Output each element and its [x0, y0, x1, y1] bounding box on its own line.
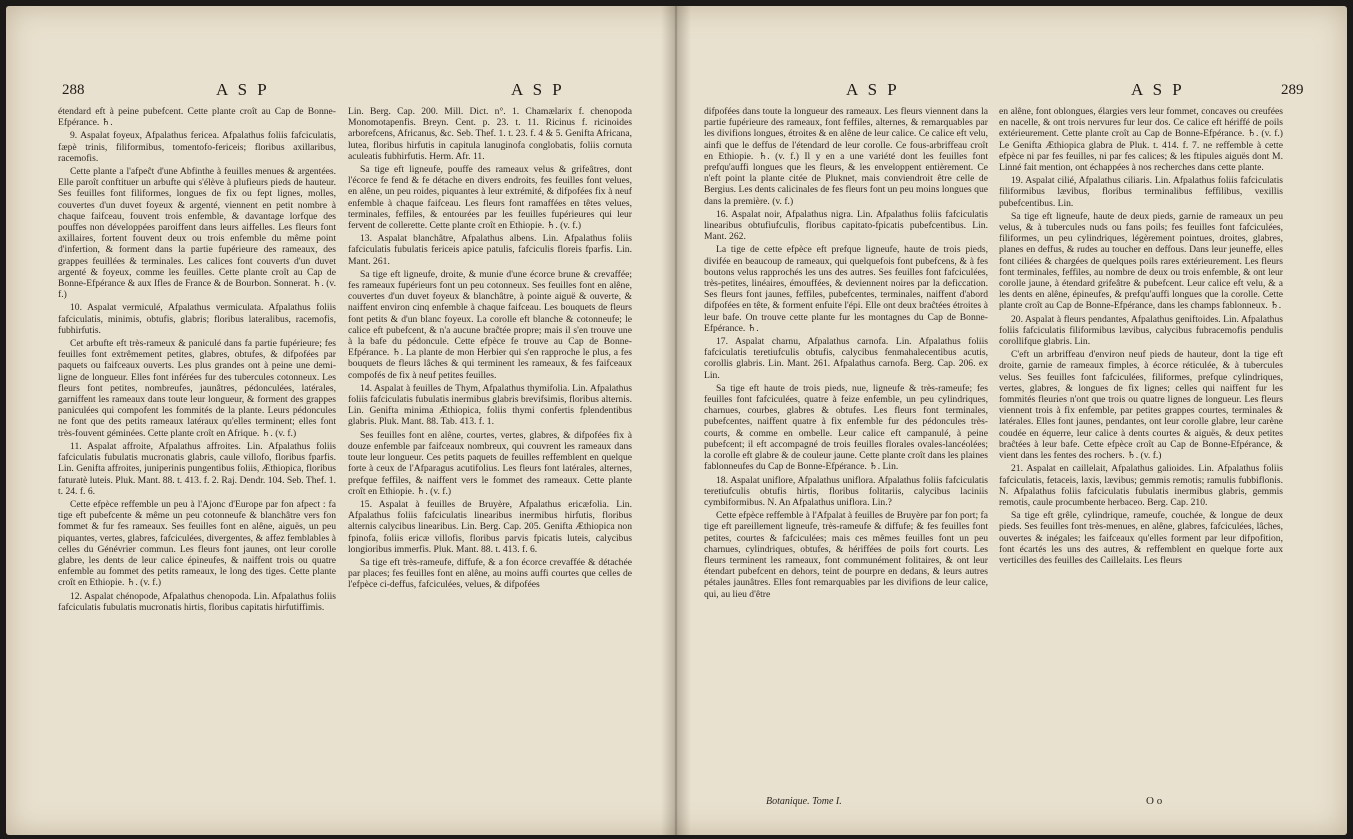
- right-running-header-1: A S P: [846, 80, 900, 99]
- paragraph: 9. Aspalat foyeux, Afpalathus fericea. Afpalathus foliis fafciculatis, fæpè trinis, filiformibus, tomentofo-fericeis; floribus axillaribus, racemofis.: [58, 130, 336, 164]
- paragraph: Sa tige eft ligneufe, haute de deux pieds, garnie de rameaux un peu velus, & à tubercules nuds ou fans poils; fes feuilles font fafciculées, filiformes, un peu cylindriques, légèrement pointues, droites, glabres, planes en deffus, & rudes au toucher en deffous. Dans leur jeuneffe, elles font ciliées & chargées de quelques poils rares extérieurement. Les fleurs font terminales, feffiles, au nombre de deux ou trois enfemble, & ont leur corolle jaune, à étendard grifeâtre & pubefcent. Leur calice eft velu, & a les dents en alêne, épineufes, & prefqu'auffi longues que la corolle. Cette plante croît au Cap de Bonne-Efpérance, dans les champs fablonneux. ♄.: [999, 210, 1283, 312]
- paragraph: Sa tige eft ligneufe, droite, & munie d'une écorce brune & crevaffée; fes rameaux fupérieurs font un peu cotonneux. Ses feuilles font en alêne, couvertes d'un duvet foyeux & blanchâtre, à pointe aiguë & ouverte, & naiffent environ cinq enfemble à chaque faifceau. Les bouquets de fleurs font petits & d'un blanc foyeux. La corolle eft blanche & cotonneufe; le calice eft pubefcent, & n'a aucune braĉtée propre; mais il s'en trouve une à la bafe du pédoncule. Cette efpèce fe trouve au Cap de Bonne-Efpérance. ♄. La plante de mon Herbier qui s'en rapproche le plus, a fes bouquets de fleurs lâches & qui terminent les rameaux, & fes faifceaux compofés de fix à neuf petites feuilles.: [348, 268, 632, 381]
- paragraph: 20. Aspalat à fleurs pendantes, Afpalathus geniftoides. Lin. Afpalathus foliis fafciculatis filiformibus lævibus, calycibus fubracemofis pendulis corollifque glabris. Lin.: [999, 313, 1283, 348]
- left-column-1: [58, 106, 336, 816]
- paragraph: 16. Aspalat noir, Afpalathus nigra. Lin. Afpalathus foliis fafciculatis linearibus obtufiufculis, floribus capitato-fpicatis pubefcentibus. Lin. Mant. 262.: [704, 208, 988, 243]
- paragraph: La tige de cette efpèce eft prefque ligneufe, haute de trois pieds, divifée en beaucoup de rameaux, qui quelquefois font pubefcens, & à fes boutons velus rapprochés les uns des autres. Ses feuilles font fafciculées, très-petites, linéaires, émouffées, & deviennent noires par la deficcation. Ses fleurs font jaunes, feffiles, pubefcentes, terminales, naiffent d'abord difpofées en tête, & forment enfuite l'épi. Elle ont deux braĉtées étroites à leur bafe. On trouve cette plante fur les montagnes du Cap de Bonne-Efpérance. ♄.: [704, 244, 988, 334]
- left-running-header-2: A S P: [511, 80, 565, 99]
- book-spread: [6, 6, 1347, 835]
- paragraph: Cette efpèce reffemble à l'Afpalat à feuilles de Bruyère par fon port; fa tige eft pareillement ligneufe, très-rameufe & diffufe; & fes feuilles font petites, courtes & fafciculées; mais ces mêmes feuilles font un peu charnues, cylindriques, obtufes, & hériffées de poils fort courts. Les fleurs terminent les rameaux, font communément folitaires, & ont leur étendart pubefcent en dehors, teint de pourpre en dedans, & leurs autres pétales jaunâtres. Elles font remarquables par les divifions de leur calice, qui, au lieu d'être: [704, 510, 988, 600]
- paragraph: 14. Aspalat à feuilles de Thym, Afpalathus thymifolia. Lin. Afpalathus foliis fafciculatis fubulatis inermibus glabris brevifsimis, floribus alternis. Lin. Genifta minima Æthiopica, foliis thymi confertis fplendentibus glabris. Pluk. Mant. 88. Tab. 413. f. 1.: [348, 382, 632, 428]
- right-running-header-2: A S P: [1131, 80, 1185, 99]
- right-column-2: [999, 106, 1283, 816]
- left-page: [6, 6, 676, 835]
- right-column-1: [704, 106, 988, 816]
- paragraph: 12. Aspalat chénopode, Afpalathus chenopoda. Lin. Afpalathus foliis fafciculatis fubulatis mucronatis hirtis, floribus capitatis hirfutiffimis.: [58, 590, 336, 613]
- paragraph: Cet arbufte eft très-rameux & paniculé dans fa partie fupérieure; fes feuilles font extrêmement petites, glabres, obtufes, & difpofées par paquets ou faifceaux ouverts. Les plus grandes ont à peine une demi-ligne de longueur. Elles font inférées fur des tubercules cotonneux. Les fleurs font petites, nombreufes, jaunâtres, pédonculées, latérales, garniffent les rameaux dans toute leur longueur, & forment des grappes paniculées qui compofent les fommités de la plante. Leurs pédoncules ne font que des petits rameaux latéraux qu'elles terminent; elles font très-fouvent géminées. Cette plante croît en Afrique. ♄. (v. f.): [58, 338, 336, 439]
- left-page-number: 288: [62, 82, 85, 98]
- signature-mark: O o: [1146, 795, 1163, 807]
- paragraph: Lin. Berg. Cap. 200. Mill. Dict. n°. 1. Chamælarix f. chenopoda Monomotapenfis. Breyn. Cent. p. 23. t. 11. Ricinus f. ricinoides arborefcens, Africanus, &c. Seb. Thef. 1. t. 23. f. 4 & 5. Genifta Africana, lutea, floribus hirfutis in capitula lanuginofa conglobatis, foliis cornuta aculeatis fubhirfutis. Herm. Afr. 11.: [348, 106, 632, 162]
- paragraph: 15. Aspalat à feuilles de Bruyère, Afpalathus ericæfolia. Lin. Afpalathus foliis fafciculatis linearibus inermibus hirfutis, floribus alternis calycibus linearibus. Lin. Berg. Cap. 205. Genifta Æthiopica non fpinofa, foliis ericæ villofis, floribus parvis fpicatis luteis, calycibus longioribus immerfis. Pluk. Mant. 88. t. 413. f. 6.: [348, 498, 632, 555]
- paragraph: Cette plante a l'afpeĉt d'une Abfinthe à feuilles menues & argentées. Elle paroît conftituer un arbufte qui s'élève à plufieurs pieds de hauteur. Ses feuilles font filiformes, longues de fix ou fept lignes, molles, couvertes d'un duvet foyeux & argenté, viennent en petit nombre à chaque faifceau, fouvent trois enfemble, & davantage lorfque des pouffes non développées paroiffent dans leurs aiffelles. Les fleurs font axillaires, fortent fouvent deux ou trois enfemble du même point d'infertion, & forment dans la partie fupérieure des rameaux, des grappes feuillées & terminales. Les calices font couverts d'un duvet argenté & foyeux, comme les feuilles. Cette plante croît au Cap de Bonne-Efpérance & aux Ifles de France & de Bourbon. Sonnerat. ♄. (v. f.): [58, 166, 336, 301]
- paragraph: Sa tige eft ligneufe, pouffe des rameaux velus & grifeâtres, dont l'écorce fe fend & fe détache en divers endroits, fes feuilles font velues, en alêne, un peu roides, piquantes à leur extrémité, & difpofées fix à neuf enfemble à chaque faifceau. Les fleurs font ramaffées en têtes velues, terminales, feffiles, & entourées par les feuilles fupérieures qui leur fervent de collerette. Cette plante croît en Ethiopie. ♄. (v. f.): [348, 164, 632, 232]
- right-page-number: 289: [1281, 82, 1304, 98]
- paragraph: étendard eft à peine pubefcent. Cette plante croît au Cap de Bonne-Efpérance. ♄.: [58, 106, 336, 129]
- paragraph: C'eft un arbriffeau d'environ neuf pieds de hauteur, dont la tige eft droite, garnie de rameaux fimples, à écorce réticulée, & à tubercules velus. Ses feuilles font fafciculées, filiformes, prefque cylindriques, vertes, glabres, & longues de fix lignes; celles qui naiffent fur les fommités fleuries n'ont que trois ou quatre lignes de longueur. Les fleurs viennent trois à fix enfemble, par petites grappes courtes, terminales & latérales. Elles font jaunes, pendantes, ont leur corolle glabre, leur carène coudée en équerre, leur calice à dents courtes & aiguës, & deux petites braĉtées à leur bafe. Cette efpèce croît au Cap de Bonne-Efpérance, & vient dans les fentes des rochers. ♄. (v. f.): [999, 349, 1283, 462]
- right-page: [676, 6, 1347, 835]
- paragraph: 10. Aspalat vermiculé, Afpalathus vermiculata. Afpalathus foliis fafciculatis, minimis, obtufis, glabris; floribus lateralibus, racemofis, fubhirfutis.: [58, 302, 336, 336]
- paragraph: Sa tige eft grêle, cylindrique, rameufe, couchée, & longue de deux pieds. Ses feuilles font très-menues, en alêne, glabres, fafciculées, lâches, ouvertes & inégales; les faifceaux qu'elles forment par leur difpofition, font écartés les uns des autres, & reffemblent en quelque forte aux verticilles des feuilles des Caillelaits. Les fleurs: [999, 510, 1283, 566]
- paragraph: 18. Aspalat uniflore, Afpalathus uniflora. Afpalathus foliis fafciculatis teretiufculis obtufis hirtis, floribus folitariis, calycibus laciniis cymbiformibus. N. An Afpalathus uniflora. Lin.?: [704, 474, 988, 508]
- paragraph: 19. Aspalat cilié, Afpalathus ciliaris. Lin. Afpalathus foliis fafciculatis filiformibus lævibus, floribus terminalibus feffilibus, vexillis pubefcentibus. Lin.: [999, 175, 1283, 209]
- paragraph: 11. Aspalat affroite, Afpalathus affroites. Lin. Afpalathus foliis fafciculatis fubulatis mucronatis glabris, caule villofo, floribus fparfis. Lin. Genifta affroites, juniperinis pungentibus foliis, Æthiopica, floribus faturatè luteis. Pluk. Mant. 88. t. 413. f. 2. Raj. Dendr. 104. Seb. Thef. 1. t. 24. f. 6.: [58, 440, 336, 497]
- paragraph: Sa tige eft très-rameufe, diffufe, & a fon écorce crevaffée & détachée par places; fes feuilles font en alêne, au moins auffi courtes que celles de l'efpèce ci-deffus, fafciculées, velues, & difpofées: [348, 556, 632, 591]
- paragraph: en alêne, font oblongues, élargies vers leur fommet, concaves ou creufées en nacelle, & ont trois nervures fur leur dos. Ce calice eft hériffé de poils extérieurement. Cette plante croît au Cap de Bonne-Efpérance. ♄. (v. f.) Le Genifta Æthiopica glabra de Pluk. t. 414. f. 7. ne reffemble à cette efpèce ni par fes feuilles, ni par fes calices; & les ftipules aiguës dont M. Linné fait mention, ont échappées à nos recherches dans cette plante.: [999, 106, 1283, 174]
- paragraph: difpofées dans toute la longueur des rameaux. Les fleurs viennent dans la partie fupérieure des rameaux, font feffiles, alternes, & remarquables par les divifions longues, étroites & en alêne de leur calice. Ce calice eft velu, ainfi que le deffus de l'étendard de leur corolle. Ce fous-arbriffeau croît en Ethiopie. ♄. (v. f.) Il y en a une variété dont les feuilles font prefqu'auffi longues que les fleurs, & les enveloppent entièrement. Ce n'eft point la plante citée de Pluknet, mais conviendroit être celle de Bergius. Les dents calicinales de fes fleurs font un peu moins longues que dans la première. (v. f.): [704, 106, 988, 207]
- paragraph: 21. Aspalat en caillelait, Afpalathus galioides. Lin. Afpalathus foliis fafciculatis, fetaceis, laxis, lævibus; gemmis remotis; ramulis fubbiflonis. N. Afpalathus foliis fafciculatis fubulatis inermibus glabris, gemmis remotis, caule procumbente herbaceo. Berg. Cap. 210.: [999, 463, 1283, 508]
- paragraph: Ses feuilles font en alêne, courtes, vertes, glabres, & difpofées fix à douze enfemble par faifceaux nombreux, qui couvrent les rameaux dans toute leur longueur. Ces petits paquets de feuilles reffemblent en quelque forte à ceux de l'Afparagus acutifolius. Les fleurs font latérales, alternes, prefque feffiles, & naiffent vers le fommet des rameaux. Cette plante croît en Ethiopie. ♄. (v. f.): [348, 429, 632, 497]
- page-footer: Botanique. Tome I.: [766, 796, 842, 807]
- paragraph: Sa tige eft haute de trois pieds, nue, ligneufe & très-rameufe; fes feuilles font fafciculées, quatre à feize enfemble, un peu cylindriques, charnues, courbes, glabres & obtufes. Les fleurs font terminales, pubefcentes, naiffent quatre à fix enfemble fur des pédoncules très-courts, & comme en ombelle. Leur calice eft campanulé, à peine pubefcent; il eft accompagné de trois feuilles florales ovales-lancéolées; la corolle eft glabre & de couleur jaune. Cette plante croît dans les plaines fablonneufes du Cap de Bonne-Efpérance. ♄. Lin.: [704, 382, 988, 473]
- paragraph: Cette efpèce reffemble un peu à l'Ajonc d'Europe par fon afpect : fa tige eft pubefcente & même un peu cotonneufe & blanchâtre vers fon fommet & fur fes rameaux. Ses feuilles font en alêne, aiguës, un peu piquantes, vertes, glabres, fafciculées, divergentes, & affez femblables à celles du Génévrier commun. Les fleurs font jaunes, ont leur corolle glabre, les dents de leur calice épineufes, & naiffent trois ou quatre enfemble au fommet des petits rameaux, le long des tiges. Cette plante croît en Ethiopie. ♄. (v. f.): [58, 498, 336, 589]
- paragraph: 17. Aspalat charnu, Afpalathus carnofa. Lin. Afpalathus foliis fafciculatis teretiufculis obtufis, calycibus fenmahalecentibus acutis, corollis glabris. Lin. Mant. 261. Afpalathus carnofa. Berg. Cap. 206. ex Lin.: [704, 336, 988, 381]
- left-running-header-1: A S P: [216, 80, 270, 99]
- paragraph: 13. Aspalat blanchâtre, Afpalathus albens. Lin. Afpalathus foliis fafciculatis fubulatis fericeis apice patulis, fafciculis floreis fparfis. Lin. Mant. 261.: [348, 233, 632, 267]
- left-column-2: [348, 106, 632, 816]
